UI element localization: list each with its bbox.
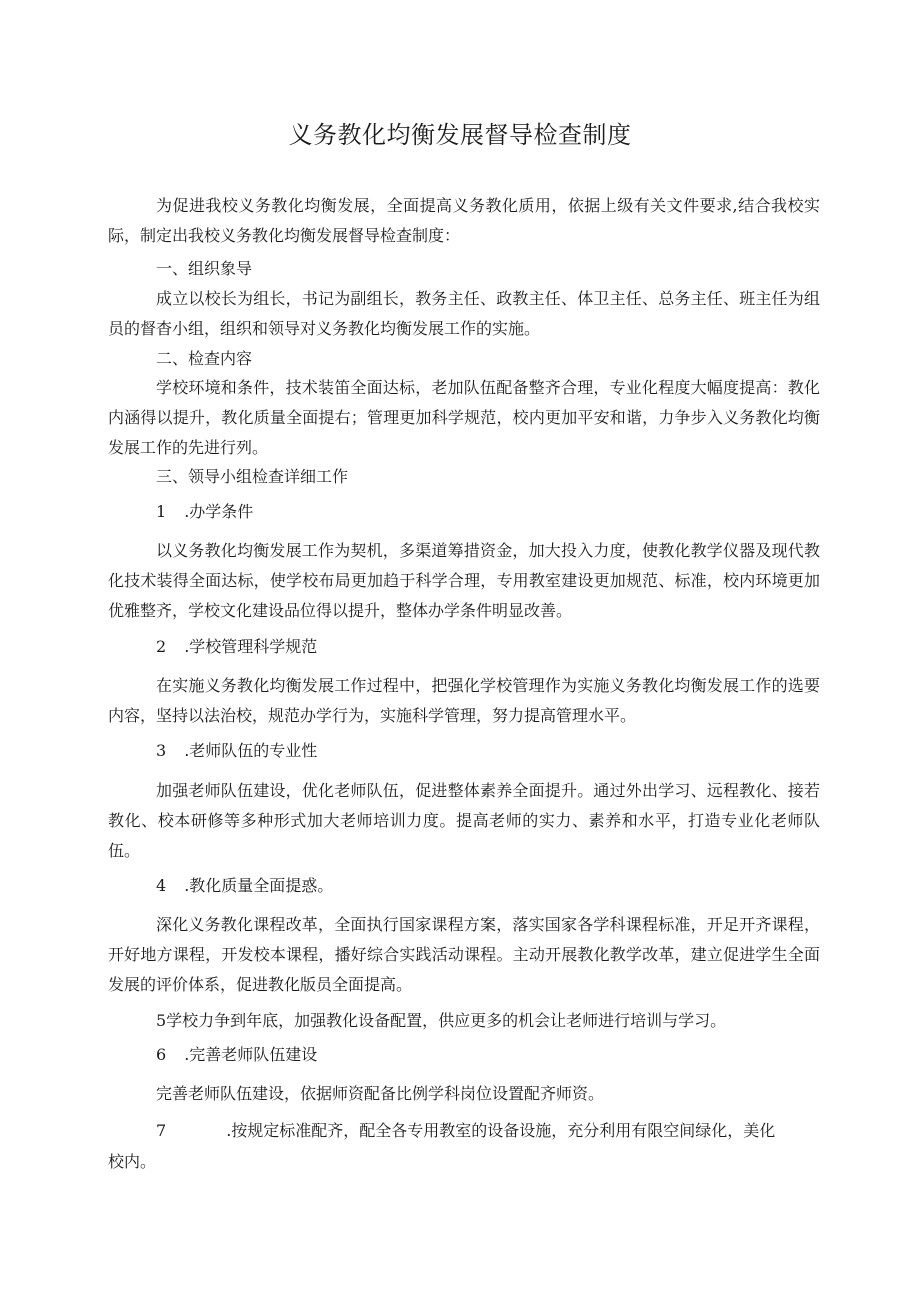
item1-number: 1 (156, 502, 167, 521)
item6-body: 完善老师队伍建设，依据师资配备比例学科岗位设置配齐师资。 (156, 1084, 605, 1103)
item3-body: 加强老师队伍建设，优化老师队伍，促进整体素养全面提升。通过外出学习、远程教化、接若教化、校本研修等多种形式加大老师培训力度。提高老师的实力、素养和水平，打造专业化老师队伍。 (108, 781, 820, 860)
item1-heading (108, 497, 820, 527)
page-title: 义务教化均衡发展督导检查制度 (288, 121, 632, 149)
item1-title: .办学条件 (184, 502, 254, 521)
item2-number: 2 (156, 637, 167, 656)
item3-heading (108, 736, 820, 766)
item4-title: .教化质量全面提惑。 (184, 876, 334, 895)
item6-number: 6 (156, 1045, 167, 1064)
item3-number: 3 (156, 741, 167, 760)
item7-continuation: 校内。 (108, 1152, 157, 1171)
section2-body: 学校环境和条件，技术装笛全面达标，老加队伍配备整齐合理，专业化程度大幅度提高：教化内涵得以提升，教化质量全面提右；管理更加科学规范，校内更加平安和谐，力争步入义务教化均衡发展工作的先进行列。 (108, 378, 820, 457)
section1-body: 成立以校长为组长，书记为副组长，教务主任、政教主任、体卫主任、总务主任、班主任为组员的督杳小组，组织和领导对义务教化均衡发展工作的实施。 (108, 289, 820, 338)
item3-title: .老师队伍的专业性 (184, 741, 318, 760)
item2-body: 在实施义务教化均衡发展工作过程中，把强化学校管理作为实施义务教化均衡发展工作的选要内容，坚持以法治校，规范办学行为，实施科学管理，努力提高管理水平。 (108, 676, 820, 725)
item1-body: 以义务教化均衡发展工作为契机，多渠道筹措资金，加大投入力度，使教化教学仪器及现代教化技术装得全面达标，使学校布局更加趋于科学合理，专用教室建设更加规范、标准，校内环境更加优雅整齐，学校文化建设品位得以提升，整体办学条件明显改善。 (108, 541, 820, 620)
item2-title: .学校管理科学规范 (184, 637, 318, 656)
item4-heading (108, 871, 820, 901)
section2-heading: 二、检查内容 (156, 349, 253, 368)
item4-number: 4 (156, 876, 167, 895)
item7-heading (108, 1116, 820, 1146)
item5-paragraph: 5学校力争到年底，加强教化设备配置，供应更多的机会让老师进行培训与学习。 (156, 1011, 727, 1030)
item2-heading (108, 632, 820, 662)
item7-title: .按规定标准配齐，配全各专用教室的设备设施，充分利用有限空间绿化，美化 (226, 1121, 776, 1140)
section3-heading: 三、领导小组检查详细工作 (156, 467, 349, 486)
section1-heading: 一、组织象导 (156, 259, 253, 278)
item7-number: 7 (156, 1121, 167, 1140)
item6-heading (108, 1040, 820, 1070)
intro-paragraph: 为促进我校义务教化均衡发展，全面提高义务教化质用，依据上级有关文件要求,结合我校实际，制定出我校义务教化均衡发展督导检查制度： (108, 196, 820, 245)
item6-title: .完善老师队伍建设 (184, 1045, 318, 1064)
item4-body: 深化义务教化课程改革，全面执行国家课程方案，落实国家各学科课程标准，开足开齐课程，开好地方课程，开发校本课程，播好综合实践活动课程。主动开展教化教学改革，建立促进学生全面发展的评价体系，促进教化版员全面提高。 (108, 915, 820, 994)
